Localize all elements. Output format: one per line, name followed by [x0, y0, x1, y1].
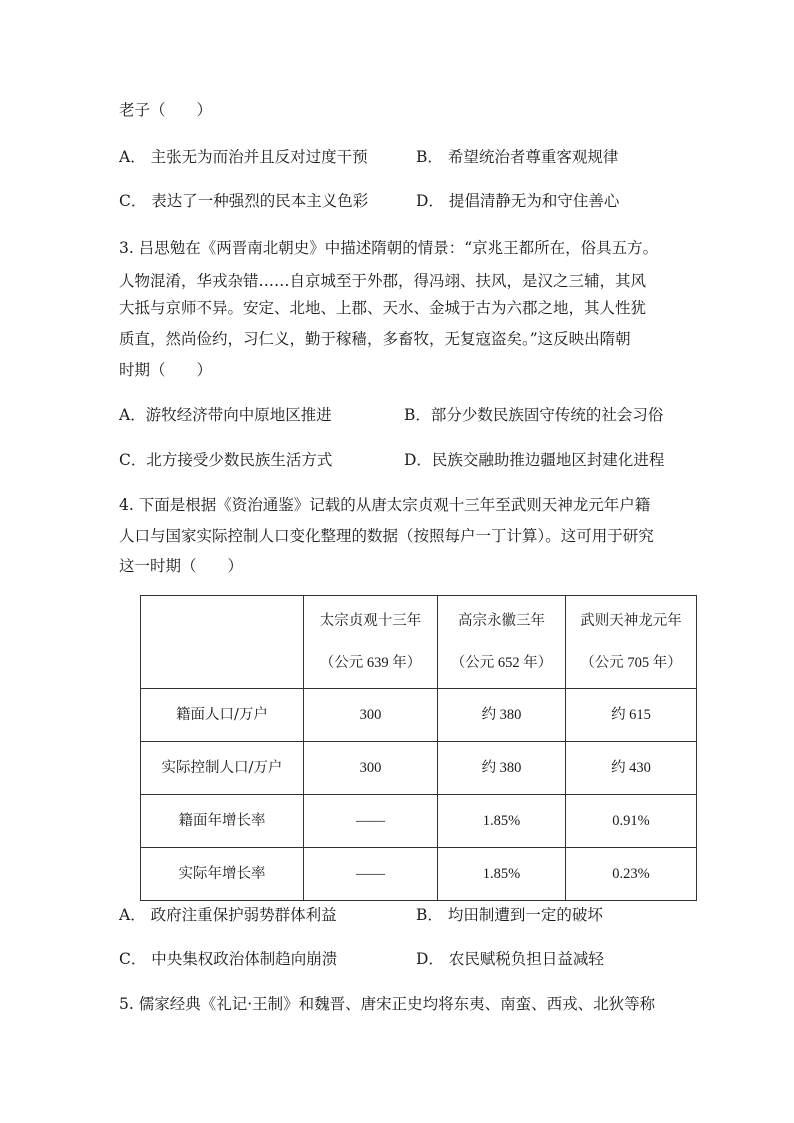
header-title: 太宗贞观十三年 [319, 613, 422, 629]
table-cell: 0.91% [566, 795, 697, 848]
q3-option-c[interactable]: C．北方接受少数民族生活方式 [119, 451, 333, 469]
population-table [140, 595, 697, 901]
table-row [141, 689, 697, 742]
header-year: （公元 639 年） [319, 655, 422, 671]
table-row [141, 795, 697, 848]
table-cell: 0.23% [566, 848, 697, 901]
q3-option-a[interactable]: A．游牧经济带向中原地区推进 [119, 406, 332, 424]
q4-stem-line: 这一时期（ ） [119, 557, 244, 575]
row-label: 实际年增长率 [141, 848, 304, 901]
table-header-row [141, 596, 697, 689]
table-cell: —— [304, 795, 438, 848]
table-header-cell [438, 596, 566, 689]
table-row [141, 848, 697, 901]
header-title: 高宗永徽三年 [458, 613, 545, 629]
q5-stem-line: 5. 儒家经典《礼记·王制》和魏晋、唐宋正史均将东夷、南蛮、西戎、北狄等称 [119, 995, 656, 1013]
row-label: 籍面年增长率 [141, 795, 304, 848]
table-cell: 约 380 [438, 689, 566, 742]
q3-stem-line: 3. 吕思勉在《两晋南北朝史》中描述隋朝的情景：“京兆王都所在，俗具五方。 [119, 239, 659, 257]
q4-option-d[interactable]: D． 农民赋税负担日益减轻 [416, 950, 604, 968]
q3-stem-line: 时期（ ） [119, 361, 213, 379]
q4-stem-line: 人口与国家实际控制人口变化整理的数据（按照每户一丁计算）。这可用于研究 [119, 527, 654, 545]
q3-option-d[interactable]: D．民族交融助推边疆地区封建化进程 [404, 451, 665, 469]
table-cell: 300 [304, 689, 438, 742]
table-row [141, 742, 697, 795]
q3-stem-line: 大抵与京师不异。安定、北地、上郡、天水、金城于古为六郡之地，其人性犹 [119, 299, 647, 317]
q3-stem-line: 质直，然尚俭约，习仁义，勤于稼穑，多畜牧，无复寇盗矣。”这反映出隋朝 [119, 330, 631, 348]
q2-stem-tail: 老子（ ） [119, 101, 213, 119]
table-cell: 约 380 [438, 742, 566, 795]
table-cell: 1.85% [438, 795, 566, 848]
q3-option-b[interactable]: B．部分少数民族固守传统的社会习俗 [404, 406, 664, 424]
q4-option-c[interactable]: C． 中央集权政治体制趋向崩溃 [119, 950, 338, 968]
table-header-cell [566, 596, 697, 689]
table-cell: 约 430 [566, 742, 697, 795]
q3-stem-line: 人物混淆，华戎杂错……自京城至于外郡，得冯翊、扶风，是汉之三辅，其风 [119, 272, 647, 290]
table-header-cell [304, 596, 438, 689]
q2-option-c[interactable]: C． 表达了一种强烈的民本主义色彩 [119, 192, 369, 210]
table-corner-cell [141, 596, 304, 689]
header-year: （公元 705 年） [580, 655, 682, 671]
q4-option-a[interactable]: A． 政府注重保护弱势群体利益 [119, 906, 337, 924]
table-cell: 300 [304, 742, 438, 795]
q4-option-b[interactable]: B． 均田制遭到一定的破坏 [416, 906, 603, 924]
row-label: 实际控制人口/万户 [141, 742, 304, 795]
q2-option-b[interactable]: B． 希望统治者尊重客观规律 [416, 148, 619, 166]
q2-option-a[interactable]: A． 主张无为而治并且反对过度干预 [119, 148, 368, 166]
row-label: 籍面人口/万户 [141, 689, 304, 742]
table-cell: 约 615 [566, 689, 697, 742]
q4-stem-line: 4. 下面是根据《资治通鉴》记载的从唐太宗贞观十三年至武则天神龙元年户籍 [119, 496, 651, 514]
header-title: 武则天神龙元年 [580, 613, 682, 629]
q2-option-d[interactable]: D． 提倡清静无为和守住善心 [416, 192, 620, 210]
table-cell: 1.85% [438, 848, 566, 901]
header-year: （公元 652 年） [450, 655, 553, 671]
table-cell: —— [304, 848, 438, 901]
